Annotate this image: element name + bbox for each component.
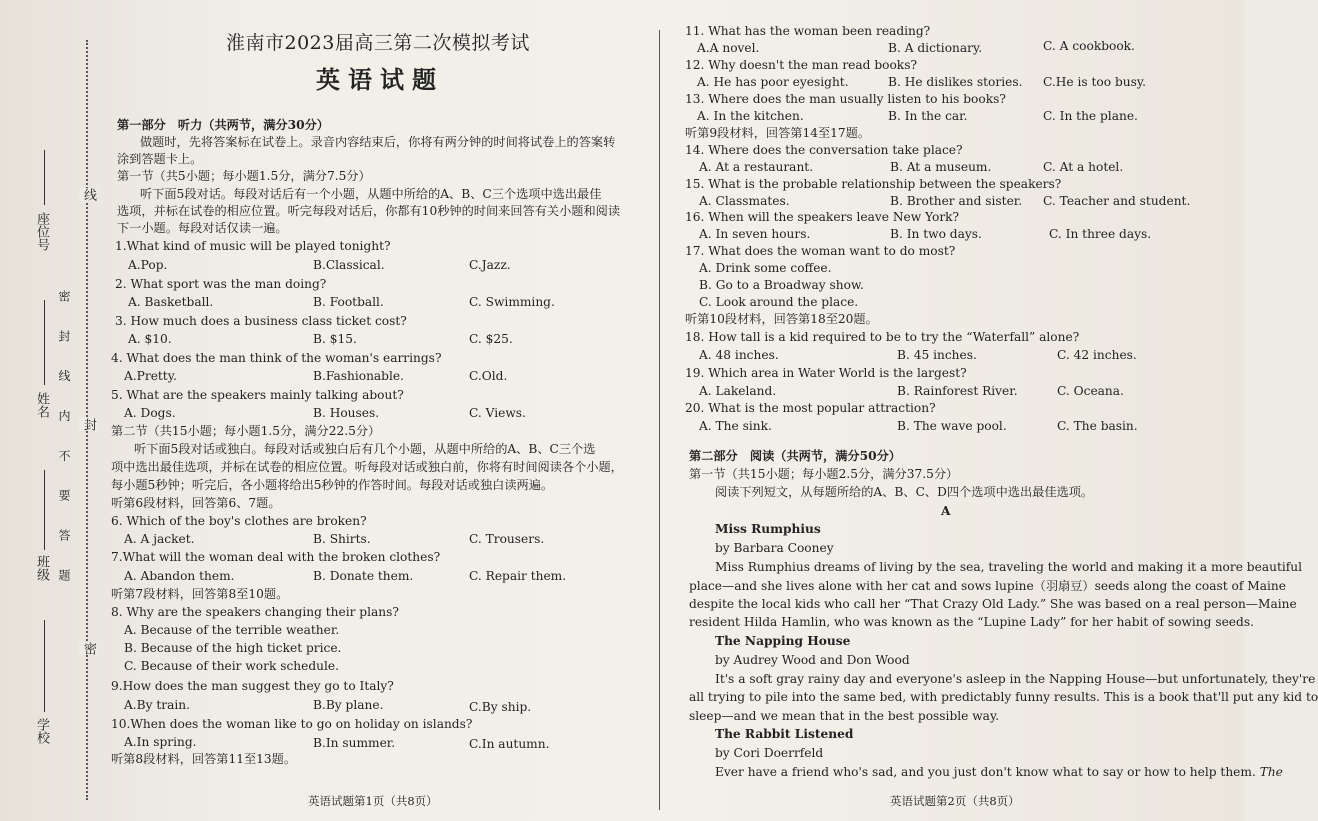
option-6b: B. Shirts. xyxy=(313,532,371,546)
material-6-note: 听第6段材料，回答第6、7题。 xyxy=(111,496,281,510)
option-12a: A. He has poor eyesight. xyxy=(697,75,849,89)
option-17c: C. Look around the place. xyxy=(699,295,859,309)
question-19: 19. Which area in Water World is the largest? xyxy=(685,366,967,380)
book-3-title: The Rabbit Listened xyxy=(715,727,854,741)
option-7a: A. Abandon them. xyxy=(124,569,235,583)
question-10: 10.When does the woman like to go on holiday on islands? xyxy=(111,717,473,731)
option-12b: B. He dislikes stories. xyxy=(888,75,1023,89)
option-8a: A. Because of the terrible weather. xyxy=(124,623,340,637)
option-14a: A. At a restaurant. xyxy=(699,160,814,174)
question-12: 12. Why doesn't the man read books? xyxy=(685,58,917,72)
book-2-line3: sleep—and we mean that in the best possible way. xyxy=(689,709,1000,723)
book-3-line1 xyxy=(715,766,1283,778)
option-5a: A. Dogs. xyxy=(124,406,176,420)
school-blank xyxy=(44,620,45,712)
option-12c: C.He is too busy. xyxy=(1043,75,1146,89)
option-5c: C. Views. xyxy=(469,406,526,420)
book-1-line1: Miss Rumphius dreams of living by the sea, traveling the world and making it a more beautiful xyxy=(715,560,1302,574)
class-label: 班级 xyxy=(34,555,49,581)
question-8: 8. Why are the speakers changing their plans? xyxy=(111,605,399,619)
seal-mark-bottom: 密 xyxy=(81,642,96,655)
name-label: 姓名 xyxy=(34,392,49,418)
option-16a: A. In seven hours. xyxy=(699,227,811,241)
book-2-author: by Audrey Wood and Don Wood xyxy=(715,653,910,667)
option-4c: C.Old. xyxy=(469,369,508,383)
question-11: 11. What has the woman been reading? xyxy=(685,24,931,38)
option-6c: C. Trousers. xyxy=(469,532,545,546)
material-10-note: 听第10段材料，回答第18至20题。 xyxy=(685,312,878,326)
section2-intro-line2: 项中选出最佳选项，并标在试卷的相应位置。听每段对话或独白前，你将有时间阅读各个小题， xyxy=(111,460,623,474)
option-3c: C. $25. xyxy=(469,332,513,346)
passage-letter: A xyxy=(941,504,951,518)
option-18c: C. 42 inches. xyxy=(1057,348,1137,362)
option-3b: B. $15. xyxy=(313,332,357,346)
option-1a: A.Pop. xyxy=(128,258,168,272)
option-20a: A. The sink. xyxy=(699,419,772,433)
question-4: 4. What does the man think of the woman's earrings? xyxy=(111,351,442,365)
book-1-author: by Barbara Cooney xyxy=(715,541,834,555)
option-1b: B.Classical. xyxy=(313,258,385,272)
question-1: 1.What kind of music will be played tonight? xyxy=(115,239,391,253)
option-18b: B. 45 inches. xyxy=(897,348,977,362)
option-19b: B. Rainforest River. xyxy=(897,384,1018,398)
option-10b: B.In summer. xyxy=(313,736,396,750)
option-8b: B. Because of the high ticket price. xyxy=(124,641,342,655)
subject-title: 英语试题 xyxy=(316,65,444,94)
option-11a: A.A novel. xyxy=(697,41,760,55)
question-14: 14. Where does the conversation take place? xyxy=(685,143,963,157)
part2-heading: 第二部分 阅读（共两节，满分50分） xyxy=(689,449,901,463)
option-2b: B. Football. xyxy=(313,295,384,309)
option-13c: C. In the plane. xyxy=(1043,109,1138,123)
option-9c: C.By ship. xyxy=(469,700,532,714)
question-3: 3. How much does a business class ticket cost? xyxy=(115,314,407,328)
option-19a: A. Lakeland. xyxy=(699,384,777,398)
question-16: 16. When will the speakers leave New York? xyxy=(685,210,960,224)
seal-mark-top: 线 xyxy=(81,188,96,201)
class-blank xyxy=(44,470,45,550)
seat-number-blank xyxy=(44,150,45,205)
option-16b: B. In two days. xyxy=(890,227,982,241)
option-11b: B. A dictionary. xyxy=(888,41,983,55)
seal-mark-mid: 封 xyxy=(81,418,96,431)
book-2-line1: It's a soft gray rainy day and everyone's asleep in the Napping House—but unfortunately, they're xyxy=(715,672,1316,686)
page-2-footer: 英语试题第2页（共8页） xyxy=(890,794,1020,808)
book-3-line1-italic: The xyxy=(1259,765,1283,779)
question-13: 13. Where does the man usually listen to his books? xyxy=(685,92,1006,106)
book-1-line3: despite the local kids who call her “That Crazy Old Lady.” She was based on a real person—Maine xyxy=(689,597,1297,611)
seat-number-label: 座位号 xyxy=(34,212,49,251)
material-7-note: 听第7段材料，回答第8至10题。 xyxy=(111,587,289,601)
name-blank xyxy=(44,300,45,385)
option-4b: B.Fashionable. xyxy=(313,369,404,383)
part1-intro-line1: 做题时，先将答案标在试卷上。录音内容结束后，你将有两分钟的时间将试卷上的答案转 xyxy=(140,135,616,149)
book-2-line2: all trying to pile into the same bed, with predictably funny results. This is a book that'll put any kid to xyxy=(689,690,1318,704)
column-divider xyxy=(659,30,660,810)
section1-intro-line3: 下一小题。每段对话仅读一遍。 xyxy=(117,221,288,235)
seal-warning: 密 封 线 内 不 要 答 题 xyxy=(57,290,71,593)
option-10c: C.In autumn. xyxy=(469,737,550,751)
section1-intro-line2: 选项，并标在试卷的相应位置。听完每段对话后，你都有10秒钟的时间来回答有关小题和阅读 xyxy=(117,204,621,218)
option-6a: A. A jacket. xyxy=(124,532,195,546)
option-5b: B. Houses. xyxy=(313,406,380,420)
question-5: 5. What are the speakers mainly talking about? xyxy=(111,388,404,402)
option-15c: C. Teacher and student. xyxy=(1043,194,1191,208)
part2-section1-intro: 阅读下列短文，从每题所给的A、B、C、D四个选项中选出最佳选项。 xyxy=(715,485,1094,499)
option-7b: B. Donate them. xyxy=(313,569,414,583)
section1-heading: 第一节（共5小题；每小题1.5分，满分7.5分） xyxy=(117,169,371,183)
option-19c: C. Oceana. xyxy=(1057,384,1124,398)
section2-intro-line3: 每小题5秒钟；听完后，各小题将给出5秒钟的作答时间。每段对话或独白读两遍。 xyxy=(111,478,554,492)
part1-intro-line2: 涂到答题卡上。 xyxy=(117,152,203,166)
material-9-note: 听第9段材料，回答第14至17题。 xyxy=(685,126,871,140)
school-label: 学校 xyxy=(34,718,49,744)
book-3-author: by Cori Doerrfeld xyxy=(715,746,824,760)
question-20: 20. What is the most popular attraction? xyxy=(685,401,936,415)
option-9a: A.By train. xyxy=(124,698,191,712)
book-1-line4: resident Hilda Hamlin, who was known as the “Lupine Lady” for her habit of sowing seeds. xyxy=(689,615,1254,629)
option-18a: A. 48 inches. xyxy=(699,348,779,362)
binding-margin xyxy=(0,0,100,821)
option-13b: B. In the car. xyxy=(888,109,968,123)
option-1c: C.Jazz. xyxy=(469,258,511,272)
part1-heading: 第一部分 听力（共两节，满分30分） xyxy=(117,118,329,132)
exam-title: 淮南市2023届高三第二次模拟考试 xyxy=(226,32,530,54)
option-2a: A. Basketball. xyxy=(128,295,214,309)
option-15a: A. Classmates. xyxy=(699,194,790,208)
option-20c: C. The basin. xyxy=(1057,419,1138,433)
option-14c: C. At a hotel. xyxy=(1043,160,1124,174)
option-8c: C. Because of their work schedule. xyxy=(124,659,340,673)
book-1-title: Miss Rumphius xyxy=(715,522,821,536)
option-14b: B. At a museum. xyxy=(890,160,992,174)
question-15: 15. What is the probable relationship between the speakers? xyxy=(685,177,1062,191)
option-7c: C. Repair them. xyxy=(469,569,567,583)
section2-heading: 第二节（共15小题；每小题1.5分，满分22.5分） xyxy=(111,424,381,438)
part2-section1-heading: 第一节（共15小题；每小题2.5分，满分37.5分） xyxy=(689,467,959,481)
question-6: 6. Which of the boy's clothes are broken? xyxy=(111,514,367,528)
option-10a: A.In spring. xyxy=(124,735,197,749)
book-1-line2: place—and she lives alone with her cat and sows lupine（羽扇豆）seeds along the coast of Maine xyxy=(689,579,1286,593)
section2-intro-line1: 听下面5段对话或独白。每段对话或独白后有几个小题，从题中所给的A、B、C三个选 xyxy=(134,442,596,456)
question-2: 2. What sport was the man doing? xyxy=(115,277,327,291)
material-8-note: 听第8段材料，回答第11至13题。 xyxy=(111,752,297,766)
question-7: 7.What will the woman deal with the broken clothes? xyxy=(111,550,441,564)
page-1-footer: 英语试题第1页（共8页） xyxy=(308,794,438,808)
question-9: 9.How does the man suggest they go to Italy? xyxy=(111,679,394,693)
book-2-title: The Napping House xyxy=(715,634,851,648)
option-17b: B. Go to a Broadway show. xyxy=(699,278,864,292)
section1-intro-line1: 听下面5段对话。每段对话后有一个小题，从题中所给的A、B、C三个选项中选出最佳 xyxy=(140,187,602,201)
question-18: 18. How tall is a kid required to be to try the “Waterfall” alone? xyxy=(685,330,1080,344)
option-2c: C. Swimming. xyxy=(469,295,555,309)
option-20b: B. The wave pool. xyxy=(897,419,1007,433)
option-13a: A. In the kitchen. xyxy=(697,109,804,123)
option-4a: A.Pretty. xyxy=(124,369,177,383)
option-11c: C. A cookbook. xyxy=(1043,39,1135,53)
option-15b: B. Brother and sister. xyxy=(890,194,1023,208)
option-17a: A. Drink some coffee. xyxy=(699,261,832,275)
option-3a: A. $10. xyxy=(128,332,172,346)
option-9b: B.By plane. xyxy=(313,698,384,712)
question-17: 17. What does the woman want to do most? xyxy=(685,244,956,258)
book-3-line1-text: Ever have a friend who's sad, and you just don't know what to say or how to help them. xyxy=(715,765,1256,779)
option-16c: C. In three days. xyxy=(1049,227,1152,241)
